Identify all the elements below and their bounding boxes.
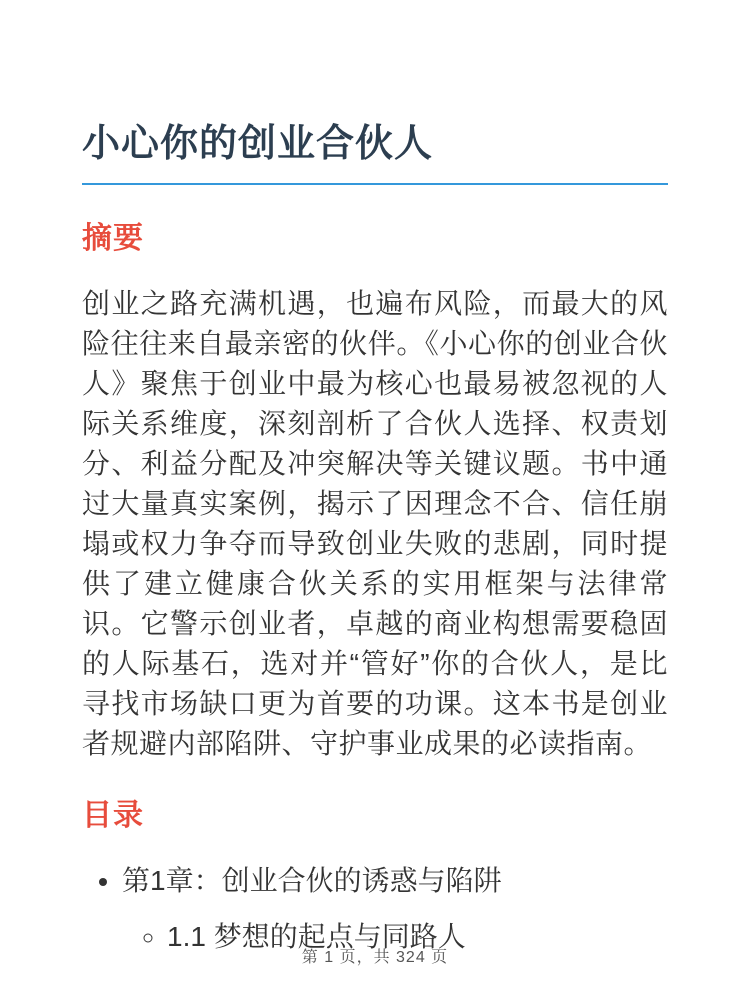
document-title: 小心你的创业合伙人 <box>82 122 668 185</box>
page-number-indicator: 第 1 页，共 324 页 <box>301 949 449 966</box>
toc-item-chapter-1 <box>122 861 668 957</box>
toc-heading: 目录 <box>82 798 144 832</box>
toc-subitem-label: 1.1 梦想的起点与同路人 <box>167 921 466 953</box>
abstract-heading: 摘要 <box>82 222 144 256</box>
toc-list <box>82 861 668 957</box>
abstract-paragraph: 创业之路充满机遇，也遍布风险，而最大的风险往往来自最亲密的伙伴。《小心你的创业合伙人》聚焦于创业中最为核心也最易被忽视的人际关系维度，深刻剖析了合伙人选择、权责划分、利益分配及冲突解决等关键议题。书中通过大量真实案例，揭示了因理念不合、信任崩塌或权力争夺而导致创业失败的悲剧，同时提供了建立健康合伙关系的实用框架与法律常识。它警示创业者，卓越的商业构想需要稳固的人际基石，选对并“管好”你的合伙人，是比寻找市场缺口更为首要的功课。这本书是创业者规避内部陷阱、守护事业成果的必读指南。 <box>82 287 668 759</box>
toc-item-label: 第1章：创业合伙的诱惑与陷阱 <box>122 865 502 897</box>
